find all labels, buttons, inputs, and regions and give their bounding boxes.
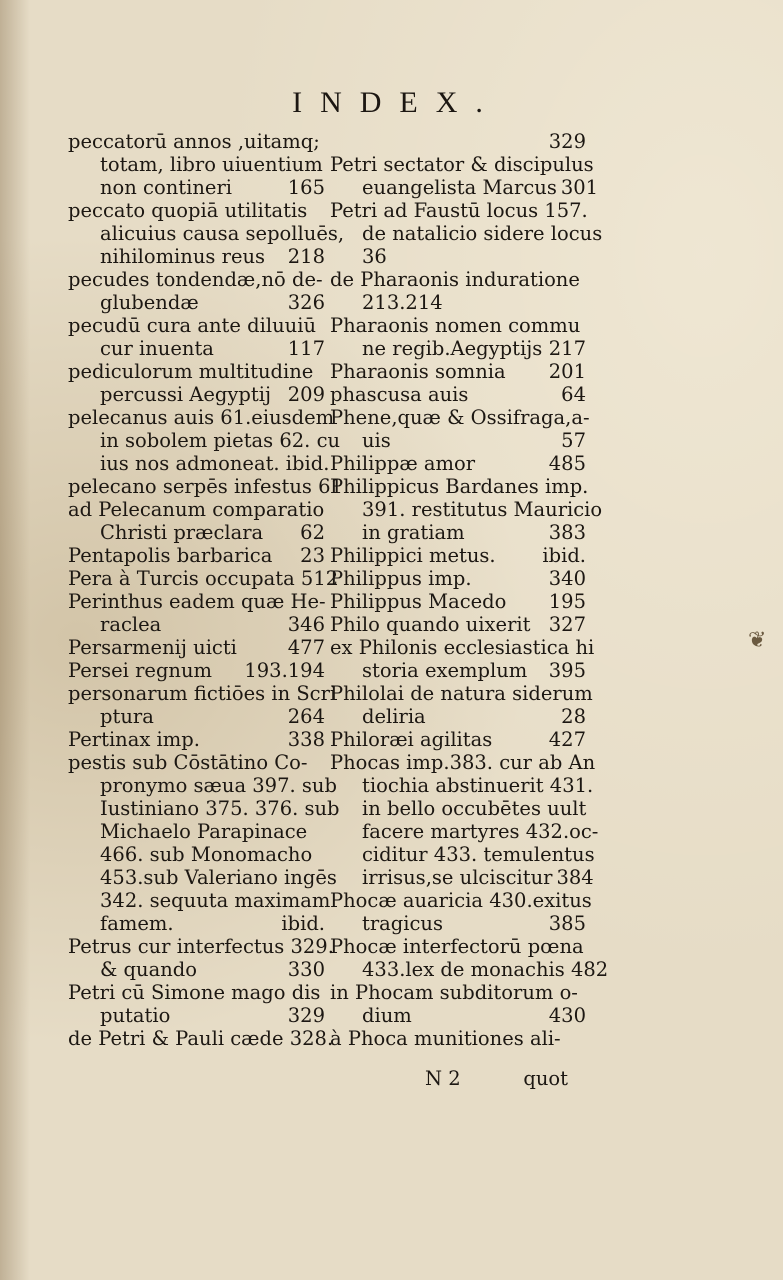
page-reference: 218: [287, 245, 325, 268]
entry-text: Philippicus Bardanes imp.: [330, 475, 589, 498]
index-entry-line: [68, 590, 325, 613]
index-entry-line: [330, 590, 586, 613]
index-entry-line: [330, 1004, 586, 1027]
entry-text: Philoræi agilitas: [330, 728, 493, 751]
index-entry-line: [68, 981, 325, 1004]
entry-text: Iustiniano 375. 376. sub: [100, 797, 340, 820]
page-reference: 395: [548, 659, 586, 682]
entry-text: Petri ad Faustū locus 157.: [330, 199, 588, 222]
index-entry-line: [68, 521, 325, 544]
entry-text: de Pharaonis induratione: [330, 268, 580, 291]
entry-text: Pharaonis nomen commu: [330, 314, 581, 337]
page-gutter-shadow: [0, 0, 30, 1280]
index-entry-line: [330, 544, 586, 567]
page-reference: 64: [561, 383, 586, 406]
index-entry-line: [68, 383, 325, 406]
index-entry-line: [68, 452, 330, 475]
page-reference: 329: [548, 130, 586, 153]
index-entry-line: [68, 153, 325, 176]
page-reference: 217: [548, 337, 586, 360]
page-reference: 340: [548, 567, 586, 590]
index-column-right: [330, 130, 609, 1050]
entry-text: pecudū cura ante diluuiū: [68, 314, 316, 337]
entry-text: ius nos admoneat. ibid.: [100, 452, 330, 475]
page-reference: 330: [287, 958, 325, 981]
index-entry: [330, 130, 586, 153]
index-entry-line: [330, 153, 594, 176]
index-entry-line: [68, 1027, 334, 1050]
index-entry-line: [330, 958, 609, 981]
entry-text: famem.: [100, 912, 174, 935]
entry-text: & quando: [100, 958, 198, 981]
index-entry: [330, 981, 586, 1027]
index-entry-line: [68, 728, 325, 751]
entry-text: Pertinax imp.: [68, 728, 200, 751]
index-entry: [330, 1027, 586, 1050]
entry-text: Michaelo Parapinace: [100, 820, 308, 843]
index-entry-line: [330, 705, 586, 728]
index-entry-line: [330, 268, 586, 291]
entry-text: pecudes tondendæ,nō de-: [68, 268, 323, 291]
index-entry-line: [68, 659, 325, 682]
entry-text: personarum fictiōes in Scri: [68, 682, 337, 705]
page-reference: 384: [556, 866, 594, 889]
entry-text: Philippici metus.: [330, 544, 496, 567]
index-entry-line: [330, 245, 586, 268]
entry-text: de natalicio sidere locus: [362, 222, 603, 245]
index-entry-line: [330, 659, 586, 682]
entry-text: deliria: [362, 705, 426, 728]
entry-text: totam, libro uiuentium: [100, 153, 323, 176]
entry-text: tragicus: [362, 912, 443, 935]
entry-text: pestis sub Cōstātino Co-: [68, 751, 308, 774]
index-entry-line: [330, 751, 596, 774]
entry-text: peccatorū annos ,uitamq;: [68, 130, 320, 153]
index-entry: [68, 567, 339, 590]
index-entry-line: [330, 935, 586, 958]
page-reference: 385: [548, 912, 586, 935]
index-entry-line: [68, 682, 337, 705]
index-entry-line: [68, 958, 325, 981]
entry-text: nihilominus reus: [100, 245, 266, 268]
index-entry-line: [330, 912, 586, 935]
page-reference: 264: [287, 705, 325, 728]
index-entry: [68, 314, 325, 360]
index-entry-line: [330, 613, 586, 636]
index-entry-line: [68, 130, 325, 153]
index-entry-line: [68, 705, 325, 728]
page-reference: 327: [548, 613, 586, 636]
signature-mark: N 2: [425, 1067, 461, 1090]
index-entry-line: [68, 222, 345, 245]
page-reference: 326: [287, 291, 325, 314]
entry-text: 391. restitutus Mauricio: [362, 498, 603, 521]
index-entry-line: [330, 774, 594, 797]
entry-text: 36: [362, 245, 387, 268]
index-entry-line: [68, 498, 325, 521]
entry-text: 453.sub Valeriano ingēs: [100, 866, 337, 889]
index-entry-line: [68, 912, 325, 935]
index-entry: [330, 590, 586, 613]
page-reference: 338: [287, 728, 325, 751]
entry-text: Petrus cur interfectus 329.: [68, 935, 334, 958]
index-entry-line: [330, 843, 595, 866]
index-entry: [68, 935, 334, 981]
entry-text: ne regib.Aegyptijs: [362, 337, 543, 360]
index-entry: [68, 199, 345, 268]
index-entry-line: [330, 291, 586, 314]
index-entry-line: [330, 498, 603, 521]
index-entry: [330, 567, 586, 590]
index-entry-line: [330, 452, 586, 475]
index-entry: [330, 613, 586, 636]
entry-text: glubendæ: [100, 291, 199, 314]
entry-text: Pharaonis somnia: [330, 360, 506, 383]
entry-text: uis: [362, 429, 391, 452]
index-entry-line: [68, 360, 325, 383]
index-entry-line: [330, 682, 593, 705]
page-reference: ibid.: [281, 912, 325, 935]
index-entry-line: [68, 199, 325, 222]
index-entry-line: [68, 1004, 325, 1027]
index-entry-line: [68, 567, 339, 590]
entry-text: facere martyres 432.oc-: [362, 820, 599, 843]
entry-text: peccato quopiā utilitatis: [68, 199, 308, 222]
index-entry: [68, 360, 325, 406]
index-entry-line: [330, 314, 586, 337]
page-reference: 28: [561, 705, 586, 728]
index-entry-line: [330, 222, 603, 245]
index-entry-line: [330, 383, 586, 406]
index-entry-line: [68, 636, 325, 659]
index-entry-line: [68, 291, 325, 314]
entry-text: cur inuenta: [100, 337, 214, 360]
index-entry-line: [330, 475, 589, 498]
index-entry-line: [68, 337, 325, 360]
entry-text: Pentapolis barbarica: [68, 544, 273, 567]
index-entry-line: [68, 544, 325, 567]
entry-text: pronymo sæua 397. sub: [100, 774, 337, 797]
index-entry-line: [330, 360, 586, 383]
index-entry: [330, 475, 603, 544]
index-entry: [330, 199, 603, 268]
entry-text: Christi præclara: [100, 521, 264, 544]
entry-text: Philippus imp.: [330, 567, 472, 590]
index-entry: [330, 889, 592, 935]
page-reference: 485: [548, 452, 586, 475]
index-entry: [68, 636, 325, 659]
entry-text: 342. sequuta maximam: [100, 889, 331, 912]
page-reference: 62: [300, 521, 325, 544]
index-entry: [330, 406, 590, 452]
entry-text: de Petri & Pauli cæde 328.: [68, 1027, 334, 1050]
index-entry-line: [330, 728, 586, 751]
entry-text: phascusa auis: [330, 383, 469, 406]
entry-text: 466. sub Monomacho: [100, 843, 313, 866]
page-reference: 477: [287, 636, 325, 659]
entry-text: pelecanus auis 61.eiusdem: [68, 406, 335, 429]
entry-text: dium: [362, 1004, 412, 1027]
entry-text: 433.lex de monachis 482: [362, 958, 609, 981]
page-reference: 57: [561, 429, 586, 452]
index-entry: [68, 682, 337, 728]
entry-text: Phocæ auaricia 430.exitus: [330, 889, 592, 912]
entry-text: storia exemplum: [362, 659, 528, 682]
entry-text: ciditur 433. temulentus: [362, 843, 595, 866]
page-reference: 23: [300, 544, 325, 567]
index-entry: [68, 475, 343, 498]
index-entry: [68, 751, 340, 935]
entry-text: pediculorum multitudine: [68, 360, 314, 383]
index-entry: [330, 452, 586, 475]
entry-text: in bello occubētes uult: [362, 797, 587, 820]
index-entry: [330, 751, 599, 889]
index-entry-line: [330, 820, 599, 843]
page-reference: 430: [548, 1004, 586, 1027]
entry-text: Pera à Turcis occupata 512: [68, 567, 339, 590]
page-reference: 165: [287, 176, 325, 199]
entry-text: in gratiam: [362, 521, 465, 544]
index-entry-line: [68, 843, 325, 866]
page-reference: 329: [287, 1004, 325, 1027]
entry-text: in sobolem pietas 62. cu: [100, 429, 341, 452]
page-reference: 346: [287, 613, 325, 636]
catchword: quot: [523, 1067, 568, 1090]
page-reference: 201: [548, 360, 586, 383]
entry-text: euangelista Marcus: [362, 176, 557, 199]
index-entry-line: [68, 774, 337, 797]
index-entry: [330, 728, 586, 751]
entry-text: raclea: [100, 613, 162, 636]
page-reference: 209: [287, 383, 325, 406]
page-reference: 193.194: [244, 659, 325, 682]
entry-text: tiochia abstinuerit 431.: [362, 774, 594, 797]
index-entry-line: [330, 199, 586, 222]
entry-text: percussi Aegyptij: [100, 383, 271, 406]
index-entry: [68, 544, 325, 567]
index-entry-line: [68, 751, 325, 774]
index-entry-line: [68, 406, 335, 429]
index-entry: [330, 544, 586, 567]
entry-text: Phocæ interfectorū pœna: [330, 935, 584, 958]
page-reference: 427: [548, 728, 586, 751]
entry-text: Philippus Macedo: [330, 590, 507, 613]
page-reference: 301: [560, 176, 599, 199]
entry-text: Persei regnum: [68, 659, 213, 682]
index-entry-line: [330, 797, 586, 820]
index-entry-line: [68, 820, 325, 843]
index-entry-line: [68, 268, 325, 291]
entry-text: ex Philonis ecclesiastica hi: [330, 636, 595, 659]
index-entry: [330, 935, 609, 981]
index-entry-line: [330, 429, 586, 452]
entry-text: in Phocam subditorum o-: [330, 981, 578, 1004]
entry-text: Phocas imp.383. cur ab An: [330, 751, 596, 774]
page-reference: ibid.: [542, 544, 586, 567]
index-entry-line: [68, 935, 334, 958]
index-entry-line: [330, 636, 595, 659]
entry-text: alicuius causa sepolluēs,: [100, 222, 345, 245]
index-column-left: [68, 130, 345, 1050]
entry-text: irrisus,se ulciscitur: [362, 866, 553, 889]
page-reference: 117: [287, 337, 325, 360]
index-entry: [68, 659, 325, 682]
index-entry-line: [330, 521, 586, 544]
index-entry-line: [330, 1027, 586, 1050]
index-entry-line: [68, 176, 325, 199]
index-entry: [68, 498, 325, 544]
index-entry-line: [68, 429, 341, 452]
index-entry: [330, 360, 586, 383]
entry-text: non contineri: [100, 176, 233, 199]
index-entry: [68, 268, 325, 314]
index-entry: [330, 383, 586, 406]
index-entry: [68, 1027, 334, 1050]
ink-blot: ❦: [748, 628, 767, 653]
index-entry-line: [330, 337, 586, 360]
index-entry: [68, 130, 325, 199]
index-entry: [330, 153, 599, 199]
entry-text: Persarmenij uicti: [68, 636, 237, 659]
entry-text: Phene,quæ & Ossifraga,a-: [330, 406, 590, 429]
index-entry-line: [330, 866, 594, 889]
index-entry-line: [330, 406, 590, 429]
index-entry: [330, 314, 586, 360]
index-entry-line: [68, 797, 340, 820]
index-entry-line: [68, 245, 325, 268]
index-entry-line: [68, 889, 331, 912]
entry-text: Philo quando uixerit: [330, 613, 531, 636]
entry-text: à Phoca munitiones ali-: [330, 1027, 561, 1050]
entry-text: Philippæ amor: [330, 452, 476, 475]
page-header: INDEX.: [292, 86, 501, 119]
entry-text: Philolai de natura siderum: [330, 682, 593, 705]
index-entry: [330, 636, 595, 682]
entry-text: ptura: [100, 705, 154, 728]
entry-text: Petri cū Simone mago dis: [68, 981, 321, 1004]
entry-text: Petri sectator & discipulus: [330, 153, 594, 176]
index-entry-line: [330, 981, 586, 1004]
page-reference: 195: [548, 590, 586, 613]
entry-text: pelecano serpēs infestus 61: [68, 475, 343, 498]
index-entry-line: [68, 314, 325, 337]
entry-text: putatio: [100, 1004, 171, 1027]
entry-text: ad Pelecanum comparatio: [68, 498, 325, 521]
entry-text: 213.214: [362, 291, 443, 314]
index-entry-line: [68, 866, 337, 889]
index-entry-line: [330, 567, 586, 590]
entry-text: Perinthus eadem quæ He-: [68, 590, 326, 613]
index-entry-line: [330, 889, 592, 912]
page-reference: 383: [548, 521, 586, 544]
index-entry: [330, 682, 593, 728]
index-entry-line: [68, 613, 325, 636]
index-entry: [68, 590, 325, 636]
index-entry: [330, 268, 586, 314]
index-entry-line: [330, 176, 599, 199]
index-entry: [68, 981, 325, 1027]
index-entry-line: [68, 475, 343, 498]
index-entry-line: [330, 130, 586, 153]
index-entry: [68, 406, 341, 475]
index-entry: [68, 728, 325, 751]
